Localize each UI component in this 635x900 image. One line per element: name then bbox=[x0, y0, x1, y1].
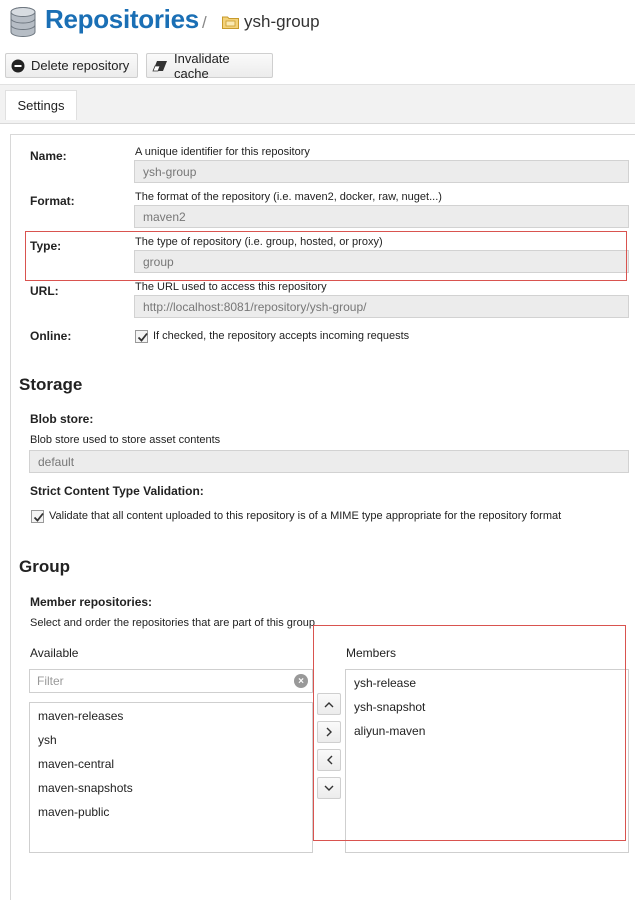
move-down-button[interactable] bbox=[317, 777, 341, 799]
group-heading: Group bbox=[19, 557, 70, 576]
strict-validation-label: Strict Content Type Validation: bbox=[30, 484, 204, 498]
list-item[interactable]: ysh bbox=[38, 733, 57, 747]
name-field[interactable]: ysh-group bbox=[134, 160, 629, 183]
chevron-left-icon bbox=[326, 755, 333, 765]
group-folder-icon bbox=[222, 15, 239, 29]
chevron-right-icon bbox=[326, 727, 333, 737]
checkmark-icon bbox=[32, 511, 45, 524]
clear-filter-icon[interactable]: × bbox=[294, 674, 308, 688]
list-item[interactable]: aliyun-maven bbox=[354, 724, 426, 738]
strict-validation-checkbox-label: Validate that all content uploaded to this repository is of a MIME type appropriate for the repository format bbox=[49, 510, 562, 522]
list-item[interactable]: ysh-release bbox=[354, 676, 417, 690]
list-item[interactable]: ysh-snapshot bbox=[354, 700, 426, 714]
online-checkbox-label: If checked, the repository accepts incoming requests bbox=[153, 330, 410, 342]
type-help: The type of repository (i.e. group, hosted, or proxy) bbox=[135, 236, 383, 248]
list-item[interactable]: maven-snapshots bbox=[38, 781, 133, 795]
format-field[interactable]: maven2 bbox=[134, 205, 629, 228]
filter-input[interactable] bbox=[29, 669, 313, 693]
available-list[interactable] bbox=[29, 702, 313, 853]
members-title: Members bbox=[346, 646, 397, 660]
format-label: Format: bbox=[30, 194, 75, 208]
move-up-button[interactable] bbox=[317, 693, 341, 715]
type-field[interactable]: group bbox=[134, 250, 629, 273]
remove-member-button[interactable] bbox=[317, 749, 341, 771]
delete-repository-button[interactable] bbox=[5, 53, 138, 78]
name-label: Name: bbox=[30, 149, 67, 163]
blob-store-field[interactable]: default bbox=[29, 450, 629, 473]
list-item[interactable]: maven-releases bbox=[38, 709, 124, 723]
database-icon bbox=[10, 7, 36, 37]
chevron-up-icon bbox=[324, 701, 334, 708]
list-item[interactable]: maven-central bbox=[38, 757, 115, 771]
online-label: Online: bbox=[30, 329, 72, 343]
breadcrumb-repo-name: ysh-group bbox=[244, 12, 320, 31]
delete-repository-label: Delete repository bbox=[31, 58, 130, 73]
storage-heading: Storage bbox=[19, 375, 83, 394]
member-repositories-label: Member repositories: bbox=[30, 595, 153, 609]
members-list[interactable] bbox=[345, 669, 629, 853]
url-field[interactable]: http://localhost:8081/repository/ysh-group/ bbox=[134, 295, 629, 318]
available-title: Available bbox=[30, 646, 79, 660]
url-label: URL: bbox=[30, 284, 59, 298]
format-help: The format of the repository (i.e. maven2, docker, raw, nuget...) bbox=[135, 191, 442, 203]
add-member-button[interactable] bbox=[317, 721, 341, 743]
invalidate-cache-label: Invalidate cache bbox=[174, 50, 230, 81]
type-label: Type: bbox=[30, 239, 62, 253]
chevron-down-icon bbox=[324, 785, 334, 792]
page-title[interactable]: Repositories bbox=[45, 4, 199, 34]
list-item[interactable]: maven-public bbox=[38, 805, 110, 819]
minus-circle-icon bbox=[11, 59, 25, 73]
page-header bbox=[0, 0, 635, 46]
tab-settings[interactable]: Settings bbox=[5, 90, 77, 120]
breadcrumb-separator: / bbox=[202, 13, 207, 32]
member-repositories-help: Select and order the repositories that are part of this group bbox=[30, 617, 315, 629]
blob-store-label: Blob store: bbox=[30, 412, 94, 426]
url-help: The URL used to access this repository bbox=[135, 281, 327, 293]
blob-store-help: Blob store used to store asset contents bbox=[30, 434, 221, 446]
name-help: A unique identifier for this repository bbox=[135, 146, 310, 158]
checkmark-icon bbox=[136, 331, 149, 344]
filter-placeholder: Filter bbox=[37, 674, 64, 688]
invalidate-cache-button[interactable] bbox=[146, 50, 273, 81]
tab-bar bbox=[0, 84, 635, 124]
eraser-icon bbox=[152, 60, 168, 72]
online-checkbox[interactable] bbox=[135, 330, 148, 343]
strict-validation-checkbox[interactable] bbox=[31, 510, 44, 523]
